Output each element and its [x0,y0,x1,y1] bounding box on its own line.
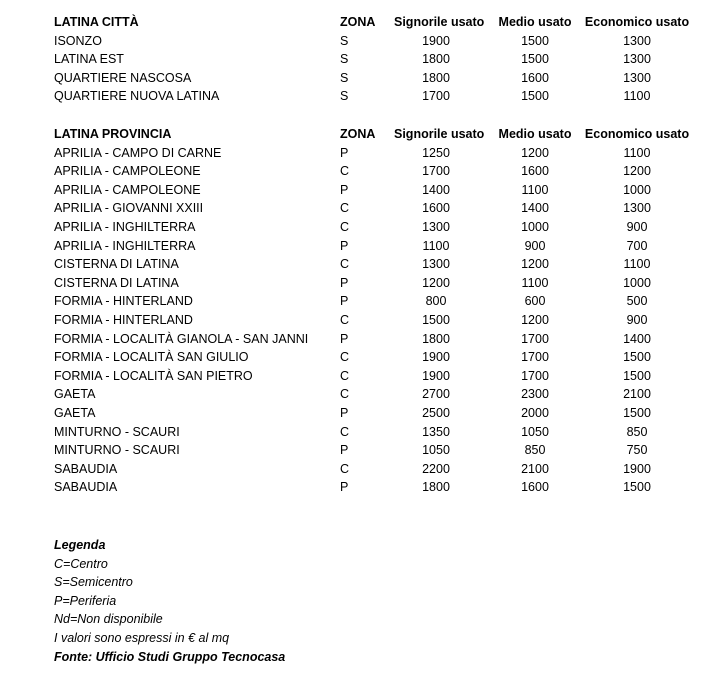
medio-value: 1500 [521,52,549,67]
signorile-value: 1100 [422,238,450,253]
medio-value: 1200 [521,257,549,272]
signorile-value: 1050 [422,443,450,458]
table-row [0,311,723,330]
legend-title: Legenda [54,538,106,552]
zona-code: C [340,313,350,327]
legend-item: P=Periferia [54,593,117,608]
table-row [0,441,723,460]
zona-code: P [340,480,349,495]
economico-value: 1000 [623,182,651,197]
header-medio-value: Medio usato [498,15,572,29]
header-location-name: LATINA CITTÀ [54,15,139,29]
table-row [0,460,723,479]
header-zona-code: ZONA [340,127,376,141]
location-name: ISONZO [54,33,102,48]
table-row [0,181,723,200]
table-row [0,218,723,237]
location-name: QUARTIERE NUOVA LATINA [54,89,220,104]
economico-value: 1300 [623,33,651,48]
zona-code: C [340,368,350,383]
signorile-value: 2700 [422,387,450,402]
table-row [0,292,723,311]
signorile-value: 2200 [422,461,450,476]
medio-value: 1100 [521,182,549,197]
medio-value: 1700 [521,331,549,346]
zona-code: C [340,350,350,365]
signorile-value: 1700 [422,164,450,179]
table-row [0,199,723,218]
economico-value: 750 [626,443,648,458]
economico-value: 1900 [623,461,651,476]
zona-code: C [340,164,350,179]
zona-code: P [340,182,349,197]
location-name: LATINA EST [54,52,124,67]
economico-value: 2100 [623,387,651,402]
signorile-value: 1900 [422,33,450,48]
zona-code: S [340,52,349,67]
location-name: GAETA [54,387,96,402]
medio-value: 850 [524,443,546,458]
signorile-value: 1800 [422,70,450,85]
table-row [0,330,723,349]
location-name: FORMIA - HINTERLAND [54,313,193,327]
zona-code: P [340,294,349,309]
table-row [0,423,723,442]
economico-value: 1400 [623,331,651,346]
table-row [0,50,723,69]
table-row [0,144,723,163]
header-location-name: LATINA PROVINCIA [54,127,172,141]
economico-value: 900 [626,220,648,234]
medio-value: 2300 [521,387,549,402]
economico-value: 700 [626,238,648,253]
economico-value: 1100 [623,145,651,160]
location-name: CISTERNA DI LATINA [54,275,179,290]
signorile-value: 1900 [422,368,450,383]
zona-code: P [340,145,349,160]
location-name: QUARTIERE NASCOSA [54,70,192,85]
legend-source: Fonte: Ufficio Studi Gruppo Tecnocasa [54,649,286,664]
medio-value: 1600 [521,480,549,495]
zona-code: S [340,33,349,48]
economico-value: 1500 [623,368,651,383]
signorile-value: 1400 [422,182,450,197]
medio-value: 1400 [521,201,549,216]
medio-value: 900 [524,238,546,253]
medio-value: 1600 [521,164,549,179]
location-name: CISTERNA DI LATINA [54,257,179,272]
table-row [0,385,723,404]
economico-value: 1500 [623,350,651,365]
legend-item: Nd=Non disponibile [54,612,163,627]
zona-code: S [340,70,349,85]
table-row [0,69,723,88]
table-row [0,478,723,497]
legend-item: I valori sono espressi in € al mq [54,630,230,645]
zona-code: P [340,406,349,420]
location-name: SABAUDIA [54,461,118,476]
signorile-value: 1800 [422,331,450,346]
zona-code: P [340,275,349,290]
medio-value: 1500 [521,89,549,104]
signorile-value: 1300 [422,220,450,234]
signorile-value: 1350 [422,424,450,439]
zona-code: P [340,331,349,346]
zona-code: S [340,89,349,104]
location-name: FORMIA - HINTERLAND [54,294,193,309]
location-name: FORMIA - LOCALITÀ SAN PIETRO [54,368,253,383]
location-name: SABAUDIA [54,480,118,495]
medio-value: 1500 [521,33,549,48]
medio-value: 1700 [521,368,549,383]
table-row [0,367,723,386]
header-signorile-value: Signorile usato [394,15,485,29]
zona-code: C [340,387,350,402]
economico-value: 500 [626,294,648,309]
zona-code: P [340,238,349,253]
medio-value: 1200 [521,145,549,160]
economico-value: 1100 [623,257,651,272]
signorile-value: 1300 [422,257,450,272]
signorile-value: 1600 [422,201,450,216]
location-name: FORMIA - LOCALITÀ GIANOLA - SAN JANNI [54,331,309,346]
zona-code: C [340,424,350,439]
signorile-value: 1250 [422,145,450,160]
header-medio-value: Medio usato [498,127,572,141]
table-row [0,87,723,106]
medio-value: 2100 [521,461,549,476]
table-row [0,237,723,256]
economico-value: 1000 [623,275,651,290]
medio-value: 2000 [521,406,549,420]
zona-code: C [340,461,350,476]
legend-item: C=Centro [54,556,108,571]
economico-value: 900 [626,313,648,327]
location-name: APRILIA - CAMPO DI CARNE [54,145,222,160]
medio-value: 1050 [521,424,549,439]
location-name: APRILIA - INGHILTERRA [54,238,196,253]
signorile-value: 1500 [422,313,450,327]
location-name: FORMIA - LOCALITÀ SAN GIULIO [54,350,249,365]
medio-value: 600 [524,294,546,309]
location-name: APRILIA - CAMPOLEONE [54,164,201,179]
table-row [0,255,723,274]
location-name: APRILIA - CAMPOLEONE [54,182,201,197]
header-economico-value: Economico usato [584,127,690,141]
medio-value: 1600 [521,70,549,85]
zona-code: C [340,201,350,216]
location-name: APRILIA - GIOVANNI XXIII [54,201,204,216]
table-row [0,32,723,51]
zona-code: C [340,257,350,272]
signorile-value: 1200 [422,275,450,290]
economico-value: 1500 [623,406,651,420]
location-name: GAETA [54,406,96,420]
zona-code: C [340,220,350,234]
header-economico-value: Economico usato [584,15,690,29]
location-name: APRILIA - INGHILTERRA [54,220,196,234]
economico-value: 850 [626,424,648,439]
signorile-value: 1900 [422,350,450,365]
table-row [0,404,723,423]
signorile-value: 800 [425,294,447,309]
legend-item: S=Semicentro [54,575,133,590]
table-header-row [0,13,723,32]
economico-value: 1300 [623,52,651,67]
signorile-value: 2500 [422,406,450,420]
medio-value: 1700 [521,350,549,365]
economico-value: 1500 [623,480,651,495]
zona-code: P [340,443,349,458]
table-row [0,274,723,293]
medio-value: 1100 [521,275,549,290]
economico-value: 1200 [623,164,651,179]
header-zona-code: ZONA [340,15,376,29]
signorile-value: 1800 [422,480,450,495]
medio-value: 1000 [521,220,549,234]
location-name: MINTURNO - SCAURI [54,443,180,458]
header-signorile-value: Signorile usato [394,127,485,141]
economico-value: 1100 [623,89,651,104]
signorile-value: 1700 [422,89,450,104]
legend [54,536,285,666]
economico-value: 1300 [623,201,651,216]
table-row [0,162,723,181]
medio-value: 1200 [521,313,549,327]
table-row [0,348,723,367]
economico-value: 1300 [623,70,651,85]
signorile-value: 1800 [422,52,450,67]
table-header-row [0,125,723,144]
location-name: MINTURNO - SCAURI [54,424,180,439]
